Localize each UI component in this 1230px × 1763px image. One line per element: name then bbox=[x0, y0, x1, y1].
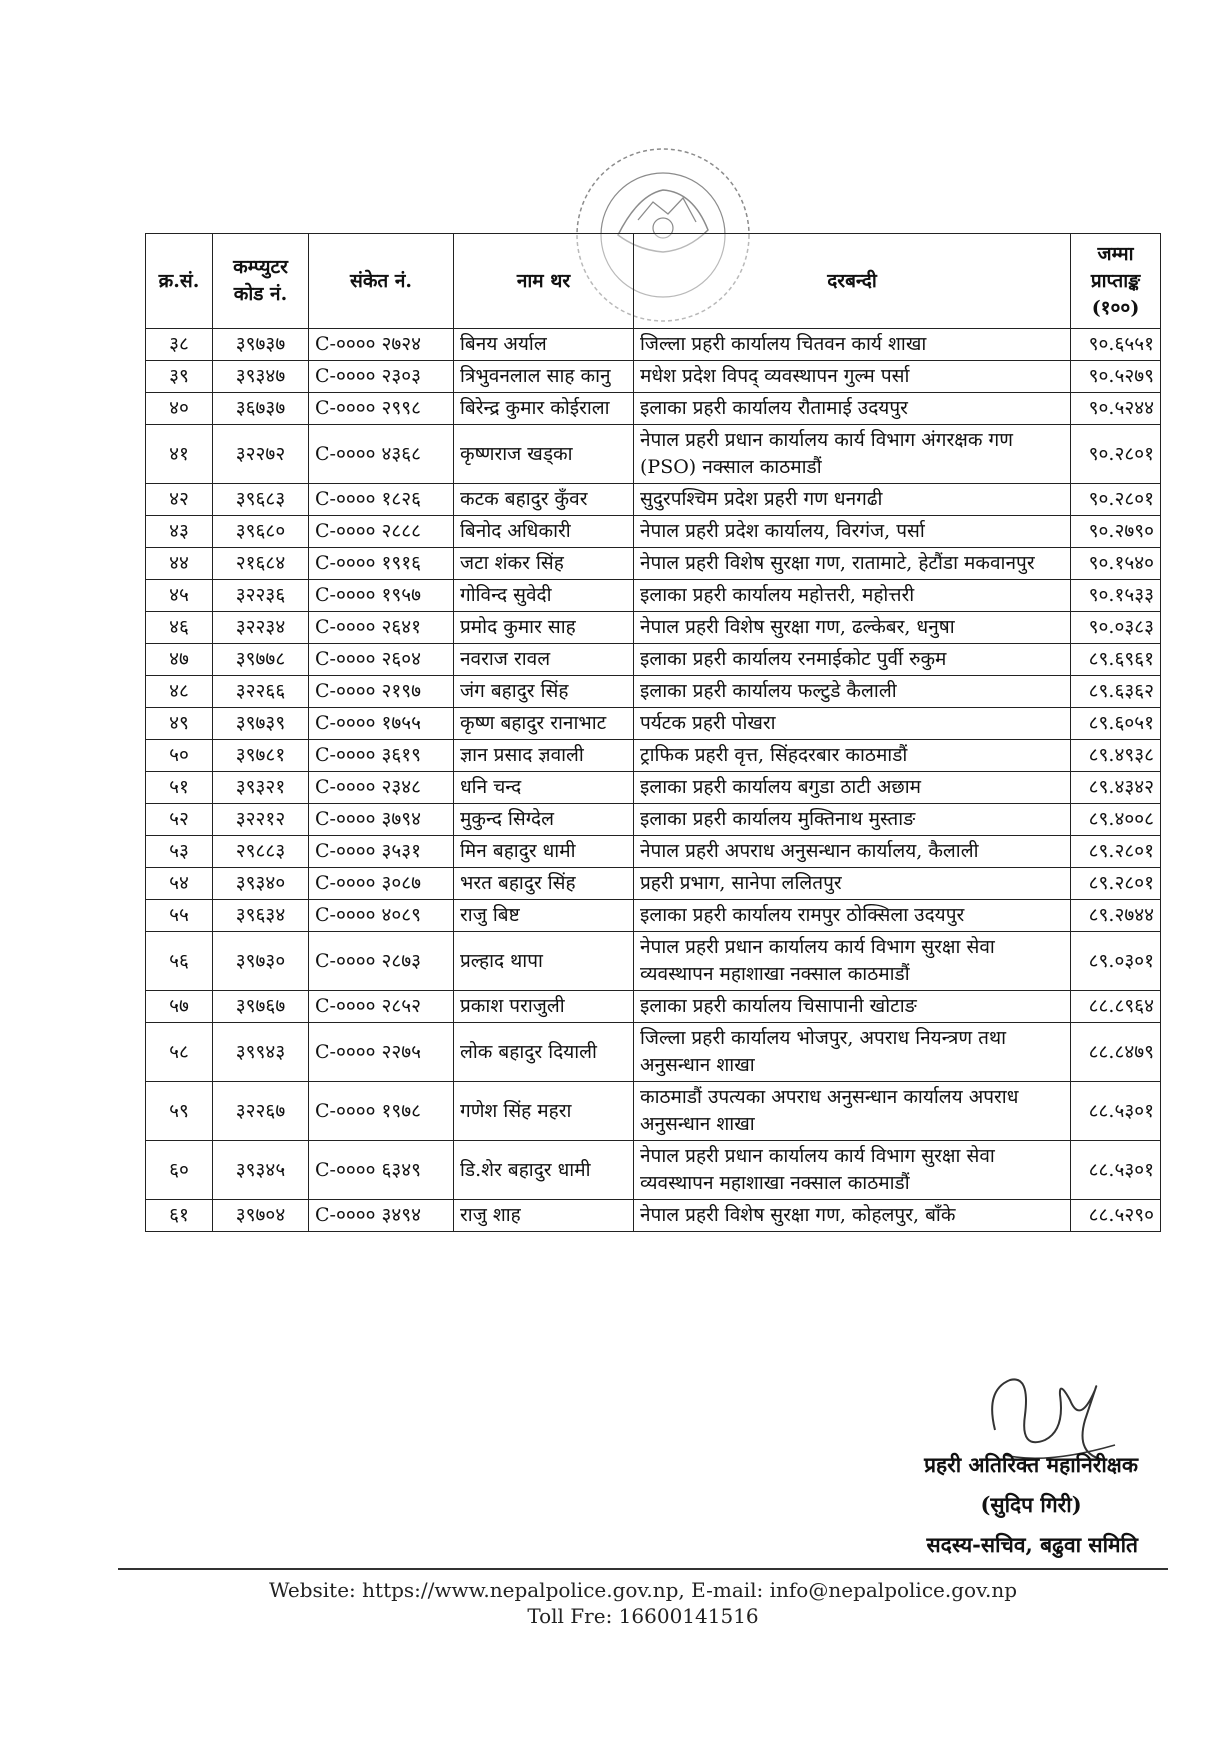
cell-post: जिल्ला प्रहरी कार्यालय भोजपुर, अपराध नियन्त्रण तथा अनुसन्धान शाखा bbox=[634, 1023, 1071, 1082]
cell-post: सुदुरपश्चिम प्रदेश प्रहरी गण धनगढी bbox=[634, 484, 1071, 516]
cell-name: डि.शेर बहादुर धामी bbox=[454, 1141, 634, 1200]
cell-name: कृष्णराज खड्का bbox=[454, 425, 634, 484]
cell-code: ३९६८३ bbox=[213, 484, 309, 516]
cell-name: मिन बहादुर धामी bbox=[454, 836, 634, 868]
cell-post: जिल्ला प्रहरी कार्यालय चितवन कार्य शाखा bbox=[634, 329, 1071, 361]
cell-code: ३९७६७ bbox=[213, 991, 309, 1023]
cell-marks: ८८.५३०१ bbox=[1071, 1082, 1161, 1141]
cell-sn: ५७ bbox=[146, 991, 213, 1023]
cell-sn: ४९ bbox=[146, 708, 213, 740]
cell-name: बिनय अर्याल bbox=[454, 329, 634, 361]
cell-post: नेपाल प्रहरी प्रदेश कार्यालय, विरगंज, पर्सा bbox=[634, 516, 1071, 548]
table-header-row bbox=[146, 234, 1161, 329]
cell-code: ३९७३९ bbox=[213, 708, 309, 740]
cell-code: ३६७३७ bbox=[213, 393, 309, 425]
table-row bbox=[146, 1141, 1161, 1200]
page-footer bbox=[118, 1577, 1168, 1629]
cell-marks: ९०.२८०१ bbox=[1071, 425, 1161, 484]
cell-marks: ८८.८९६४ bbox=[1071, 991, 1161, 1023]
cell-code: ३२२६७ bbox=[213, 1082, 309, 1141]
cell-symbol: C-०००० २८७३ bbox=[309, 932, 454, 991]
table-row bbox=[146, 804, 1161, 836]
cell-marks: ८८.८४७९ bbox=[1071, 1023, 1161, 1082]
cell-post: नेपाल प्रहरी प्रधान कार्यालय कार्य विभाग अंगरक्षक गण (PSO) नक्साल काठमाडौं bbox=[634, 425, 1071, 484]
footer-divider bbox=[118, 1568, 1168, 1570]
cell-code: ३९३४० bbox=[213, 868, 309, 900]
cell-post: इलाका प्रहरी कार्यालय रनमाईकोट पुर्वी रुकुम bbox=[634, 644, 1071, 676]
cell-name: राजु बिष्ट bbox=[454, 900, 634, 932]
cell-symbol: C-०००० ३४९४ bbox=[309, 1200, 454, 1232]
cell-name: ज्ञान प्रसाद ज्ञवाली bbox=[454, 740, 634, 772]
promotion-results-table bbox=[145, 233, 1161, 1232]
cell-code: ३९३४७ bbox=[213, 361, 309, 393]
table-row bbox=[146, 548, 1161, 580]
cell-sn: ४८ bbox=[146, 676, 213, 708]
cell-name: बिरेन्द्र कुमार कोईराला bbox=[454, 393, 634, 425]
cell-code: ३२२६६ bbox=[213, 676, 309, 708]
cell-code: ३२२३४ bbox=[213, 612, 309, 644]
cell-post: इलाका प्रहरी कार्यालय मुक्तिनाथ मुस्ताङ bbox=[634, 804, 1071, 836]
cell-symbol: C-०००० २३०३ bbox=[309, 361, 454, 393]
cell-name: कटक बहादुर कुँवर bbox=[454, 484, 634, 516]
cell-marks: ९०.२७९० bbox=[1071, 516, 1161, 548]
cell-post: प्रहरी प्रभाग, सानेपा ललितपुर bbox=[634, 868, 1071, 900]
signatory-name: (सुदिप गिरी) bbox=[980, 1492, 1082, 1517]
cell-post: नेपाल प्रहरी विशेष सुरक्षा गण, रातामाटे, हेटौंडा मकवानपुर bbox=[634, 548, 1071, 580]
cell-post: ट्राफिक प्रहरी वृत्त, सिंहदरबार काठमाडौं bbox=[634, 740, 1071, 772]
table-row bbox=[146, 708, 1161, 740]
cell-symbol: C-०००० २६४१ bbox=[309, 612, 454, 644]
cell-name: प्रमोद कुमार साह bbox=[454, 612, 634, 644]
cell-post: नेपाल प्रहरी अपराध अनुसन्धान कार्यालय, कैलाली bbox=[634, 836, 1071, 868]
signatory-title: प्रहरी अतिरिक्त महानिरीक्षक bbox=[924, 1452, 1138, 1477]
cell-symbol: C-०००० ४०८९ bbox=[309, 900, 454, 932]
cell-symbol: C-०००० ३६१९ bbox=[309, 740, 454, 772]
cell-marks: ९०.६५५१ bbox=[1071, 329, 1161, 361]
table-row bbox=[146, 393, 1161, 425]
header-computer-code: कम्प्युटर कोड नं. bbox=[213, 234, 309, 329]
cell-symbol: C-०००० २६०४ bbox=[309, 644, 454, 676]
cell-marks: ८९.४००८ bbox=[1071, 804, 1161, 836]
cell-symbol: C-०००० २७२४ bbox=[309, 329, 454, 361]
cell-marks: ८८.५२९० bbox=[1071, 1200, 1161, 1232]
table-row bbox=[146, 900, 1161, 932]
cell-sn: ५९ bbox=[146, 1082, 213, 1141]
cell-code: ३९७७८ bbox=[213, 644, 309, 676]
cell-marks: ८९.२८०१ bbox=[1071, 836, 1161, 868]
cell-sn: ५६ bbox=[146, 932, 213, 991]
table-row bbox=[146, 516, 1161, 548]
table-row bbox=[146, 836, 1161, 868]
table-row bbox=[146, 361, 1161, 393]
cell-marks: ८९.४९३८ bbox=[1071, 740, 1161, 772]
cell-sn: ४० bbox=[146, 393, 213, 425]
cell-symbol: C-०००० ६३४९ bbox=[309, 1141, 454, 1200]
cell-symbol: C-०००० २९९८ bbox=[309, 393, 454, 425]
cell-post: नेपाल प्रहरी प्रधान कार्यालय कार्य विभाग सुरक्षा सेवा व्यवस्थापन महाशाखा नक्साल काठमाडौं bbox=[634, 1141, 1071, 1200]
cell-sn: ४४ bbox=[146, 548, 213, 580]
cell-post: इलाका प्रहरी कार्यालय चिसापानी खोटाङ bbox=[634, 991, 1071, 1023]
cell-post: नेपाल प्रहरी विशेष सुरक्षा गण, कोहलपुर, बाँके bbox=[634, 1200, 1071, 1232]
signatory-role: सदस्य-सचिव, बढुवा समिति bbox=[926, 1532, 1138, 1557]
table-row bbox=[146, 425, 1161, 484]
cell-code: ३९६८० bbox=[213, 516, 309, 548]
cell-sn: ६० bbox=[146, 1141, 213, 1200]
cell-symbol: C-०००० २२७५ bbox=[309, 1023, 454, 1082]
cell-name: त्रिभुवनलाल साह कानु bbox=[454, 361, 634, 393]
cell-code: ३९३४५ bbox=[213, 1141, 309, 1200]
cell-post: इलाका प्रहरी कार्यालय महोत्तरी, महोत्तरी bbox=[634, 580, 1071, 612]
cell-post: मधेश प्रदेश विपद् व्यवस्थापन गुल्म पर्सा bbox=[634, 361, 1071, 393]
cell-sn: ५२ bbox=[146, 804, 213, 836]
cell-sn: ३८ bbox=[146, 329, 213, 361]
signatory-block bbox=[924, 1445, 1138, 1565]
cell-name: धनि चन्द bbox=[454, 772, 634, 804]
cell-sn: ४२ bbox=[146, 484, 213, 516]
cell-post: इलाका प्रहरी कार्यालय बगुडा ठाटी अछाम bbox=[634, 772, 1071, 804]
cell-symbol: C-०००० ३५३१ bbox=[309, 836, 454, 868]
table-row bbox=[146, 740, 1161, 772]
cell-name: जंग बहादुर सिंह bbox=[454, 676, 634, 708]
cell-post: नेपाल प्रहरी विशेष सुरक्षा गण, ढल्केबर, धनुषा bbox=[634, 612, 1071, 644]
table-row bbox=[146, 932, 1161, 991]
cell-marks: ८९.०३०१ bbox=[1071, 932, 1161, 991]
cell-sn: ४१ bbox=[146, 425, 213, 484]
cell-code: ३९३२१ bbox=[213, 772, 309, 804]
cell-marks: ९०.५२४४ bbox=[1071, 393, 1161, 425]
table-row bbox=[146, 772, 1161, 804]
cell-marks: ९०.०३८३ bbox=[1071, 612, 1161, 644]
cell-sn: ५० bbox=[146, 740, 213, 772]
cell-sn: ५३ bbox=[146, 836, 213, 868]
cell-name: कृष्ण बहादुर रानाभाट bbox=[454, 708, 634, 740]
cell-sn: ५८ bbox=[146, 1023, 213, 1082]
header-name: नाम थर bbox=[454, 234, 634, 329]
cell-symbol: C-०००० १९१६ bbox=[309, 548, 454, 580]
cell-code: ३९७०४ bbox=[213, 1200, 309, 1232]
header-post: दरबन्दी bbox=[634, 234, 1071, 329]
cell-name: राजु शाह bbox=[454, 1200, 634, 1232]
table-row bbox=[146, 676, 1161, 708]
cell-post: इलाका प्रहरी कार्यालय रामपुर ठोक्सिला उदयपुर bbox=[634, 900, 1071, 932]
cell-name: प्रकाश पराजुली bbox=[454, 991, 634, 1023]
cell-code: ३२२७२ bbox=[213, 425, 309, 484]
cell-marks: ८८.५३०१ bbox=[1071, 1141, 1161, 1200]
table-row bbox=[146, 1200, 1161, 1232]
cell-name: लोक बहादुर दियाली bbox=[454, 1023, 634, 1082]
cell-name: गणेश सिंह महरा bbox=[454, 1082, 634, 1141]
cell-code: ३९७३७ bbox=[213, 329, 309, 361]
cell-code: ३९७८१ bbox=[213, 740, 309, 772]
cell-marks: ८९.६०५१ bbox=[1071, 708, 1161, 740]
cell-sn: ६१ bbox=[146, 1200, 213, 1232]
footer-tollfree: Toll Fre: 16600141516 bbox=[527, 1604, 759, 1628]
table-row bbox=[146, 329, 1161, 361]
cell-sn: ४३ bbox=[146, 516, 213, 548]
cell-post: इलाका प्रहरी कार्यालय फल्टुडे कैलाली bbox=[634, 676, 1071, 708]
cell-code: २१६८४ bbox=[213, 548, 309, 580]
table-row bbox=[146, 868, 1161, 900]
cell-sn: ४६ bbox=[146, 612, 213, 644]
cell-name: गोविन्द सुवेदी bbox=[454, 580, 634, 612]
header-sn: क्र.सं. bbox=[146, 234, 213, 329]
cell-symbol: C-०००० १८२६ bbox=[309, 484, 454, 516]
cell-sn: ४७ bbox=[146, 644, 213, 676]
cell-sn: ५५ bbox=[146, 900, 213, 932]
cell-post: इलाका प्रहरी कार्यालय रौतामाई उदयपुर bbox=[634, 393, 1071, 425]
cell-name: जटा शंकर सिंह bbox=[454, 548, 634, 580]
table-row bbox=[146, 991, 1161, 1023]
table-row bbox=[146, 580, 1161, 612]
cell-name: बिनोद अधिकारी bbox=[454, 516, 634, 548]
cell-post: काठमाडौं उपत्यका अपराध अनुसन्धान कार्यालय अपराध अनुसन्धान शाखा bbox=[634, 1082, 1071, 1141]
cell-code: ३९९४३ bbox=[213, 1023, 309, 1082]
cell-sn: ४५ bbox=[146, 580, 213, 612]
cell-name: भरत बहादुर सिंह bbox=[454, 868, 634, 900]
cell-marks: ९०.१५३३ bbox=[1071, 580, 1161, 612]
cell-sn: ५४ bbox=[146, 868, 213, 900]
table-body bbox=[146, 329, 1161, 1232]
cell-sn: ५१ bbox=[146, 772, 213, 804]
cell-name: मुकुन्द सिग्देल bbox=[454, 804, 634, 836]
cell-symbol: C-०००० १७५५ bbox=[309, 708, 454, 740]
cell-marks: ८९.२७४४ bbox=[1071, 900, 1161, 932]
footer-contact: Website: https://www.nepalpolice.gov.np, E-mail: info@nepalpolice.gov.np bbox=[268, 1578, 1018, 1602]
cell-symbol: C-०००० ४३६८ bbox=[309, 425, 454, 484]
cell-marks: ८९.६३६२ bbox=[1071, 676, 1161, 708]
cell-symbol: C-०००० ३०८७ bbox=[309, 868, 454, 900]
cell-marks: ९०.२८०१ bbox=[1071, 484, 1161, 516]
cell-name: प्रल्हाद थापा bbox=[454, 932, 634, 991]
cell-code: ३९६३४ bbox=[213, 900, 309, 932]
table-row bbox=[146, 644, 1161, 676]
cell-marks: ८९.६९६१ bbox=[1071, 644, 1161, 676]
table-row bbox=[146, 1082, 1161, 1141]
cell-code: ३२२१२ bbox=[213, 804, 309, 836]
cell-marks: ९०.५२७९ bbox=[1071, 361, 1161, 393]
cell-name: नवराज रावल bbox=[454, 644, 634, 676]
cell-code: ३९७३० bbox=[213, 932, 309, 991]
cell-symbol: C-०००० ३७९४ bbox=[309, 804, 454, 836]
cell-marks: ८९.४३४२ bbox=[1071, 772, 1161, 804]
cell-post: नेपाल प्रहरी प्रधान कार्यालय कार्य विभाग सुरक्षा सेवा व्यवस्थापन महाशाखा नक्साल काठमाडौं bbox=[634, 932, 1071, 991]
cell-symbol: C-०००० १९५७ bbox=[309, 580, 454, 612]
header-total-marks: जम्मा प्राप्ताङ्क (१००) bbox=[1071, 234, 1161, 329]
cell-post: पर्यटक प्रहरी पोखरा bbox=[634, 708, 1071, 740]
cell-symbol: C-०००० २८५२ bbox=[309, 991, 454, 1023]
table-row bbox=[146, 612, 1161, 644]
cell-sn: ३९ bbox=[146, 361, 213, 393]
table-row bbox=[146, 1023, 1161, 1082]
cell-marks: ९०.१५४० bbox=[1071, 548, 1161, 580]
cell-symbol: C-०००० १९७८ bbox=[309, 1082, 454, 1141]
header-symbol-no: संकेत नं. bbox=[309, 234, 454, 329]
table-row bbox=[146, 484, 1161, 516]
cell-symbol: C-०००० २३४८ bbox=[309, 772, 454, 804]
cell-code: ३२२३६ bbox=[213, 580, 309, 612]
cell-symbol: C-०००० २१९७ bbox=[309, 676, 454, 708]
cell-symbol: C-०००० २८८८ bbox=[309, 516, 454, 548]
cell-marks: ८९.२८०१ bbox=[1071, 868, 1161, 900]
cell-code: २९८८३ bbox=[213, 836, 309, 868]
